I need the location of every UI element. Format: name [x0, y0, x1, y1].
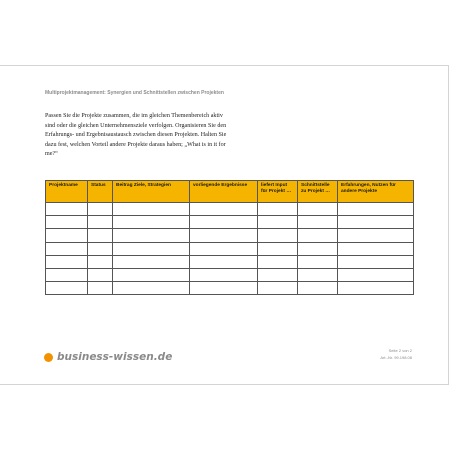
intro-line: dazu fest, welchen Vorteil andere Projekte daraus haben; „What is in it for: [45, 141, 226, 148]
article-number: Art.-Nr. 99.198.08: [380, 355, 412, 360]
table-cell[interactable]: [113, 242, 190, 255]
table-cell[interactable]: [338, 282, 414, 295]
table-body: [46, 203, 414, 295]
table-cell[interactable]: [88, 229, 113, 242]
header-beitrag: Beitrag Ziele, Strategien: [113, 181, 190, 203]
table-cell[interactable]: [258, 203, 298, 216]
table-cell[interactable]: [298, 282, 338, 295]
table-row: [46, 203, 414, 216]
table-cell[interactable]: [190, 242, 258, 255]
table-cell[interactable]: [113, 203, 190, 216]
header-erfahrungen: Erfahrungen, Nutzen für andere Projekte: [338, 181, 414, 203]
table-cell[interactable]: [46, 242, 88, 255]
table-cell[interactable]: [258, 268, 298, 281]
intro-paragraph: [45, 112, 235, 160]
table-cell[interactable]: [190, 203, 258, 216]
table-cell[interactable]: [190, 216, 258, 229]
table-cell[interactable]: [338, 242, 414, 255]
synergy-table: [45, 180, 414, 295]
table-row: [46, 229, 414, 242]
table-cell[interactable]: [338, 229, 414, 242]
table-row: [46, 242, 414, 255]
table-row: [46, 255, 414, 268]
table-header-row: [46, 181, 414, 203]
table-cell[interactable]: [258, 255, 298, 268]
table-row: [46, 216, 414, 229]
table-cell[interactable]: [88, 255, 113, 268]
table-cell[interactable]: [298, 268, 338, 281]
table-cell[interactable]: [46, 255, 88, 268]
table-cell[interactable]: [298, 216, 338, 229]
table-cell[interactable]: [298, 203, 338, 216]
document-sheet: [0, 65, 449, 385]
table-cell[interactable]: [338, 203, 414, 216]
table-cell[interactable]: [258, 282, 298, 295]
table-cell[interactable]: [298, 255, 338, 268]
table-cell[interactable]: [88, 268, 113, 281]
header-input: liefert Input für Projekt …: [258, 181, 298, 203]
intro-line: me?“: [45, 151, 58, 158]
table-cell[interactable]: [338, 255, 414, 268]
table-cell[interactable]: [190, 229, 258, 242]
table-cell[interactable]: [88, 216, 113, 229]
table-cell[interactable]: [113, 255, 190, 268]
header-schnittstelle: Schnittstelle zu Projekt …: [298, 181, 338, 203]
logo-dot-icon: [44, 353, 53, 362]
table-cell[interactable]: [46, 203, 88, 216]
header-ergebnisse: vorliegende Ergebnisse: [190, 181, 258, 203]
table-cell[interactable]: [46, 282, 88, 295]
brand-logo: [44, 351, 172, 363]
header-projektname: Projektname: [46, 181, 88, 203]
table-row: [46, 268, 414, 281]
table-cell[interactable]: [113, 268, 190, 281]
table-cell[interactable]: [298, 242, 338, 255]
page-number: Seite 2 von 2: [388, 348, 412, 353]
intro-line: Passen Sie die Projekte zusammen, die im gleichen Themenbereich aktiv: [45, 113, 223, 119]
table-cell[interactable]: [190, 255, 258, 268]
table-cell[interactable]: [113, 229, 190, 242]
table-cell[interactable]: [113, 216, 190, 229]
table-cell[interactable]: [113, 282, 190, 295]
intro-line: Erfahrungs- und Ergebnisaustausch zwischen diesen Projekten. Halten Sie: [45, 132, 227, 139]
table-cell[interactable]: [88, 203, 113, 216]
document-title: Multiprojektmanagement: Synergien und Schnittstellen zwischen Projekten: [45, 90, 224, 96]
footer-meta: [380, 347, 412, 361]
table-cell[interactable]: [258, 242, 298, 255]
table-row: [46, 282, 414, 295]
table-cell[interactable]: [338, 268, 414, 281]
intro-line: sind oder die gleichen Unternehmensziele verfolgen. Organisieren Sie den: [45, 122, 227, 129]
table-cell[interactable]: [190, 282, 258, 295]
table-cell[interactable]: [338, 216, 414, 229]
table-cell[interactable]: [46, 229, 88, 242]
table-cell[interactable]: [258, 229, 298, 242]
table-cell[interactable]: [298, 229, 338, 242]
table-cell[interactable]: [46, 268, 88, 281]
table-cell[interactable]: [190, 268, 258, 281]
logo-text: business-wissen.de: [57, 351, 173, 363]
table-cell[interactable]: [46, 216, 88, 229]
table-cell[interactable]: [88, 282, 113, 295]
table-cell[interactable]: [258, 216, 298, 229]
header-status: Status: [88, 181, 113, 203]
table-cell[interactable]: [88, 242, 113, 255]
